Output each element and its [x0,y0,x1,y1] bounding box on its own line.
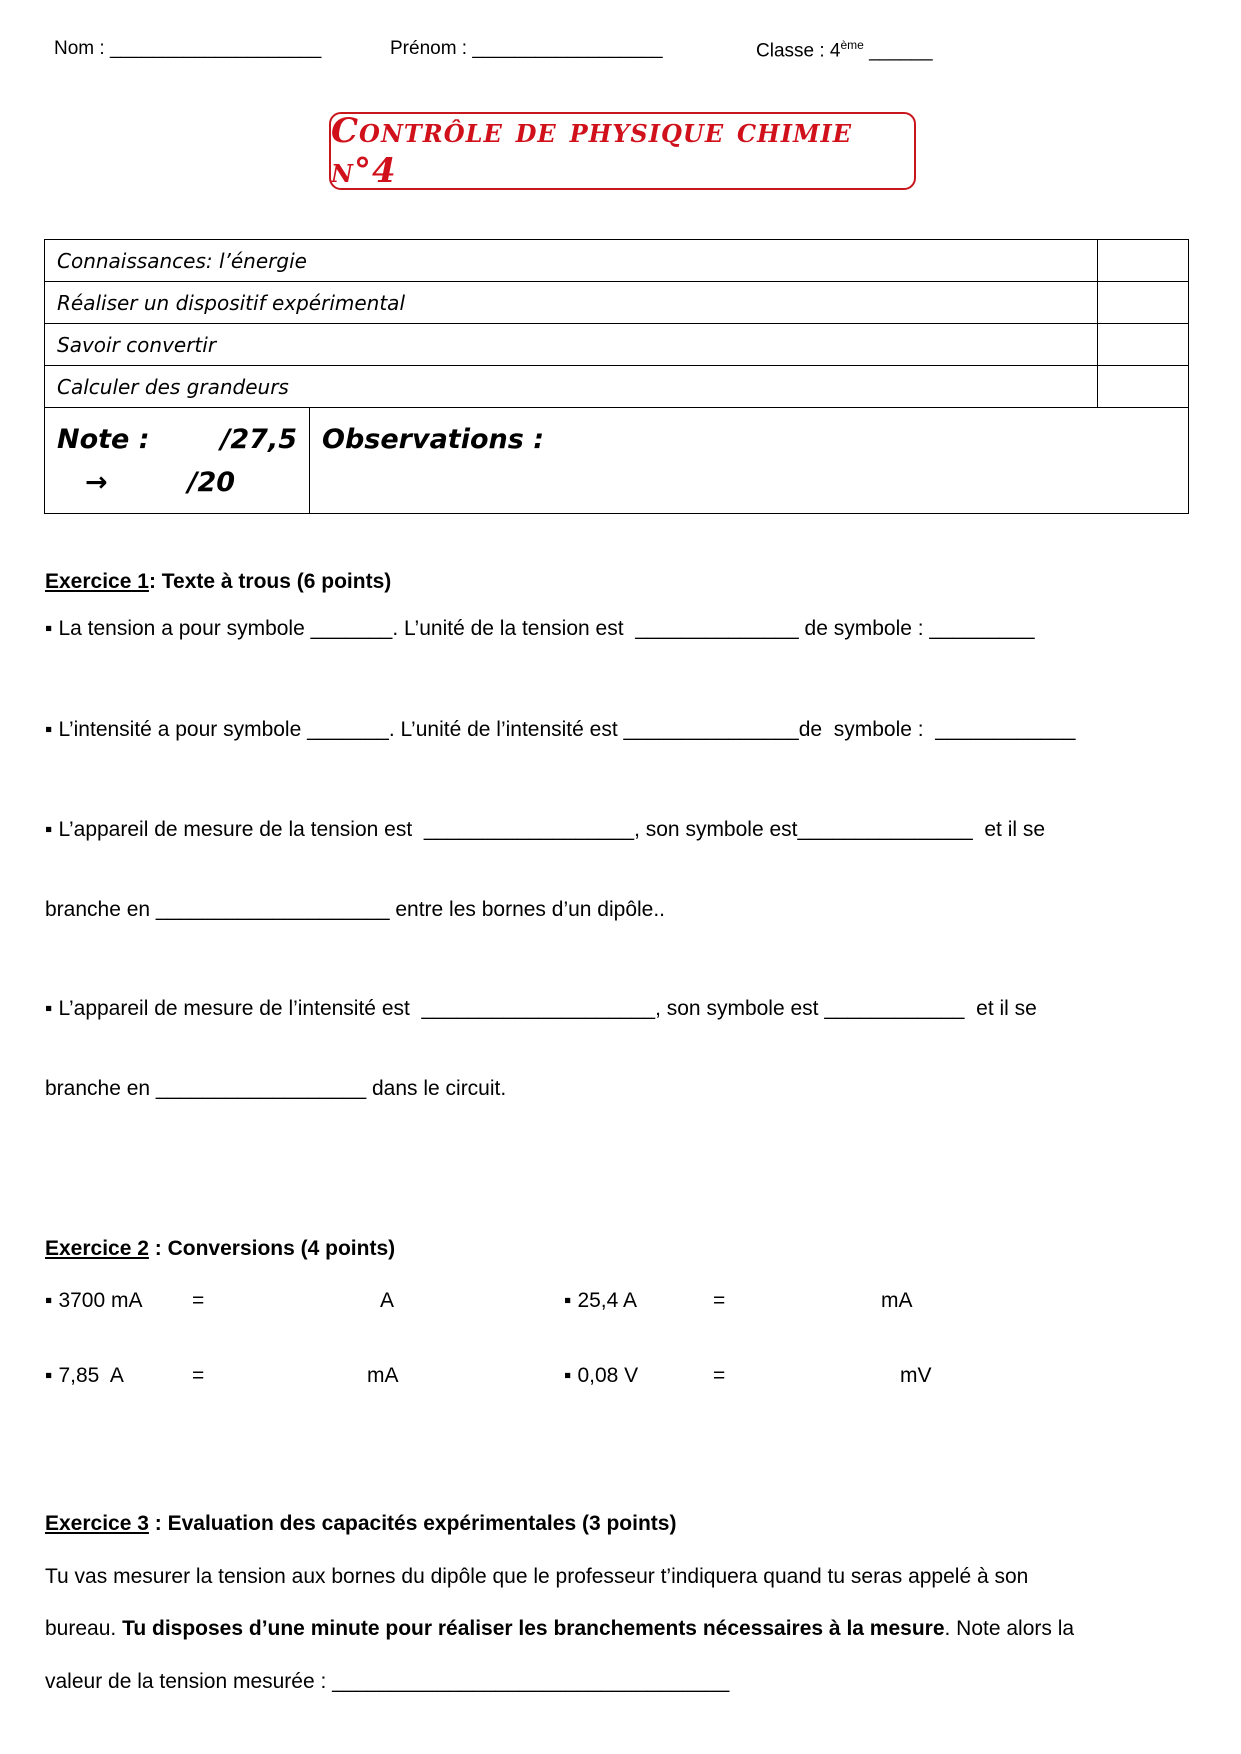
conversion-value: ▪ 7,85 A [45,1364,124,1388]
ex3-line [45,1617,1074,1641]
skill-row [45,324,1189,366]
skill-score-cell [1098,282,1189,324]
ex1-line: ▪ L’appareil de mesure de la tension est __________________, son symbole est_______________ et il se [45,818,1045,842]
ex1-line: ▪ L’appareil de mesure de l’intensité est ____________________, son symbole est ____________ et il se [45,997,1037,1021]
conversion-value: ▪ 25,4 A [564,1289,637,1313]
page-title: Contrôle de physique chimie n°4 [331,111,853,191]
ex3-line2-bold: Tu disposes d’une minute pour réaliser les branchements nécessaires à la mesure [122,1617,945,1640]
exercise-1-heading [45,570,391,594]
note-total: /27,5 [220,424,297,455]
exercise-3-heading [45,1512,676,1536]
conversion-unit: mA [881,1289,913,1312]
skill-label: Connaissances: l’énergie [45,240,1098,282]
note-label: Note : [57,424,150,455]
classe-suffix: ______ [863,40,933,62]
arrow-icon: → [85,467,108,498]
ex1-line: ▪ L’intensité a pour symbole _______. L’unité de l’intensité est _______________de symbole : ____________ [45,718,1075,742]
ex1-line: branche en ____________________ entre les bornes d’un dipôle.. [45,898,666,921]
exercise-2-heading-number: Exercice 2 [45,1237,149,1260]
note-cell [45,408,310,514]
equals-sign: = [192,1289,205,1312]
conversion-unit: A [380,1289,395,1312]
conversion-unit: mA [367,1364,399,1387]
exercise-2-heading-title: : Conversions (4 points) [148,1237,396,1260]
conversion-unit: mV [900,1364,932,1387]
competency-grid [44,239,1189,514]
observations-cell [310,408,1189,514]
ex3-answer-line: valeur de la tension mesurée : __________________________________ [45,1670,730,1693]
conversion-value: ▪ 0,08 V [564,1364,638,1388]
skill-label: Calculer des grandeurs [45,366,1098,408]
skill-row [45,240,1189,282]
ex3-line2-start: bureau. [45,1617,123,1640]
skill-row [45,282,1189,324]
exercise-1-heading-title: : Texte à trous (6 points) [148,570,392,593]
exercise-3-heading-title: : Evaluation des capacités expérimentales (3 points) [148,1512,677,1535]
exercise-2-heading [45,1237,395,1261]
skill-score-cell [1098,324,1189,366]
skill-score-cell [1098,240,1189,282]
conversion-value: ▪ 3700 mA [45,1289,143,1313]
title-box [329,112,916,190]
classe-sup: ème [840,38,864,52]
classe-field [756,38,933,62]
skill-score-cell [1098,366,1189,408]
ex3-line: Tu vas mesurer la tension aux bornes du dipôle que le professeur t’indiquera quand tu seras appelé à son [45,1565,1029,1588]
ex1-line: ▪ La tension a pour symbole _______. L’unité de la tension est ______________ de symbole : _________ [45,617,1035,641]
ex1-line: branche en __________________ dans le circuit. [45,1077,507,1100]
skill-label: Réaliser un dispositif expérimental [45,282,1098,324]
nom-field: Nom : ____________________ [54,38,322,59]
note-row [45,408,1189,514]
exercise-3-heading-number: Exercice 3 [45,1512,149,1535]
skill-row [45,366,1189,408]
note-20: /20 [187,467,236,498]
skill-label: Savoir convertir [45,324,1098,366]
equals-sign: = [713,1289,726,1312]
classe-prefix: Classe : 4 [756,40,841,62]
equals-sign: = [713,1364,726,1387]
exercise-1-heading-number: Exercice 1 [45,570,149,593]
prenom-field: Prénom : __________________ [390,38,663,59]
ex3-line2-end: . Note alors la [944,1617,1075,1640]
observations-label: Observations : [322,424,544,455]
equals-sign: = [192,1364,205,1387]
